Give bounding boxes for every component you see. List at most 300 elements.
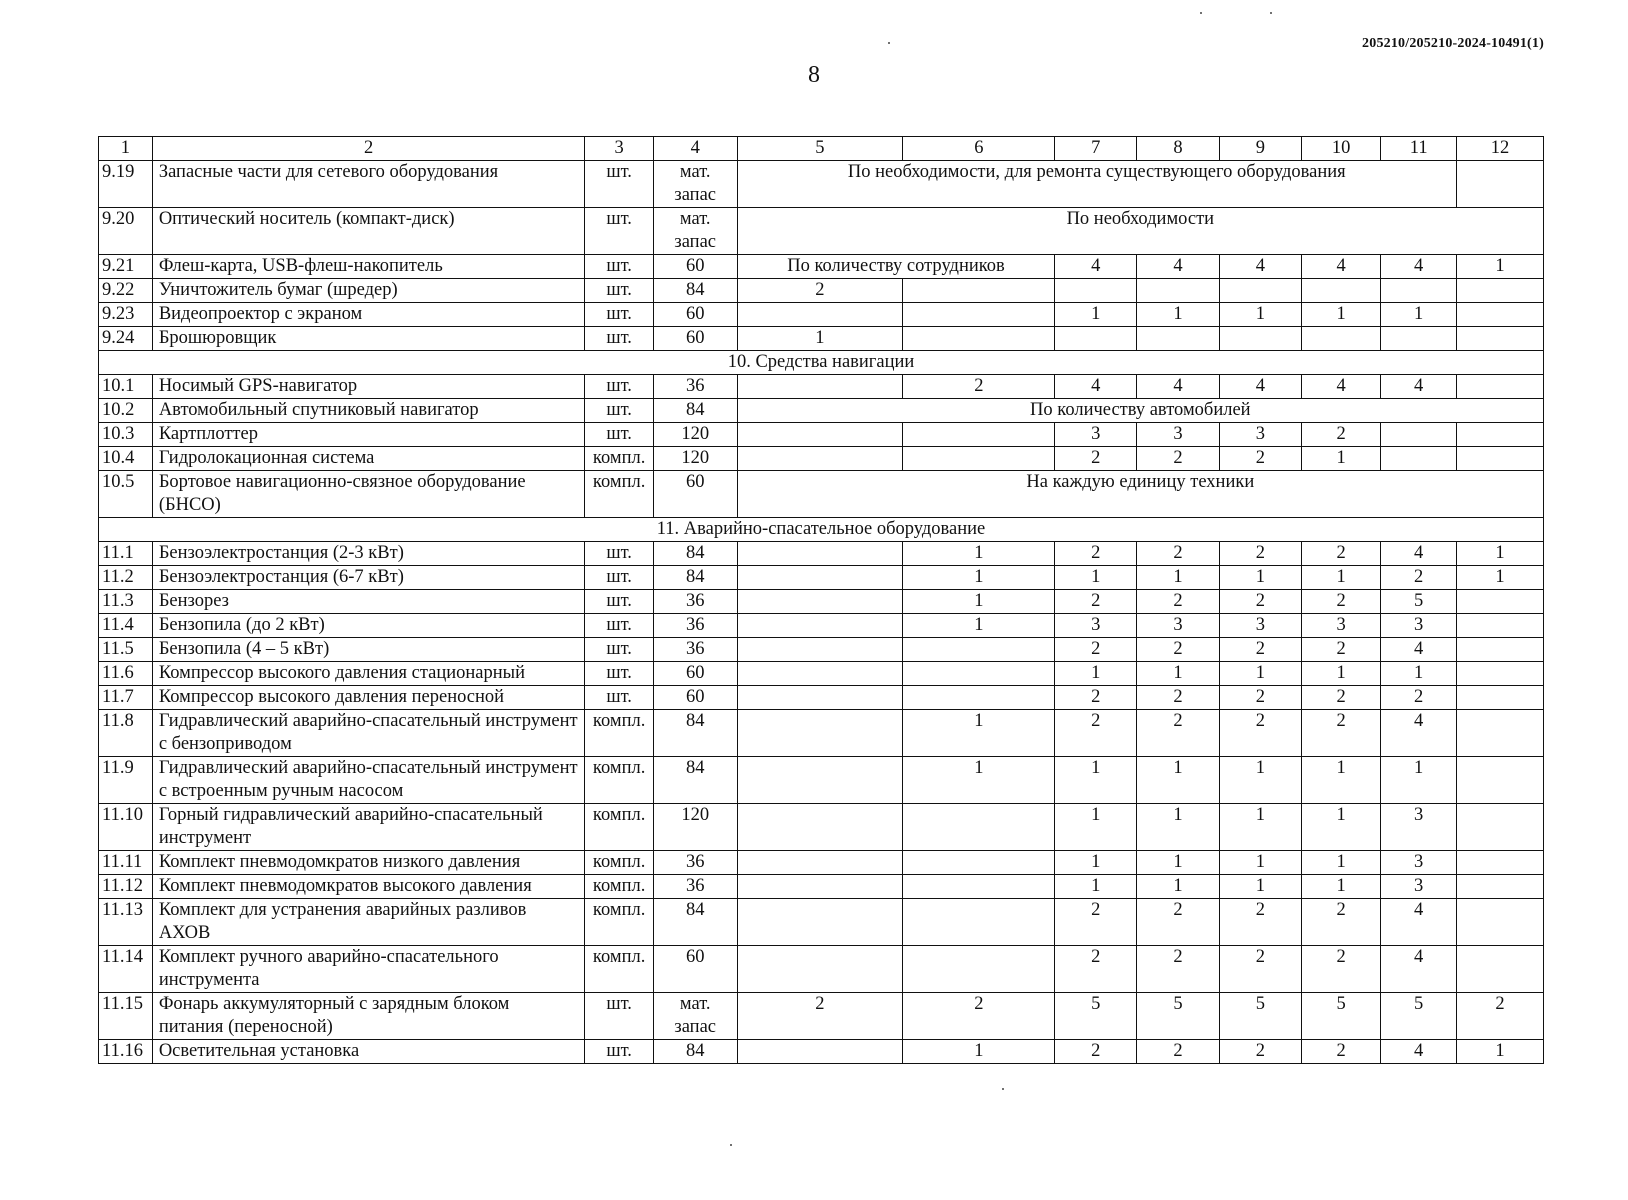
qty-cell: 1 xyxy=(1456,542,1543,566)
item-unit: шт. xyxy=(585,161,653,208)
item-unit: компл. xyxy=(585,899,653,946)
qty-cell: 1 xyxy=(1381,662,1457,686)
qty-cell: 1 xyxy=(1301,875,1381,899)
item-name: Компрессор высокого давления переносной xyxy=(152,686,585,710)
column-header: 3 xyxy=(585,137,653,161)
table-row xyxy=(99,946,1544,993)
column-header: 12 xyxy=(1456,137,1543,161)
qty-cell xyxy=(737,851,903,875)
qty-cell xyxy=(1456,447,1543,471)
qty-cell xyxy=(737,638,903,662)
qty-cell: 3 xyxy=(1219,423,1301,447)
qty-cell xyxy=(1456,946,1543,993)
qty-cell: 1 xyxy=(1055,662,1137,686)
qty-cell: 3 xyxy=(1055,423,1137,447)
qty-cell xyxy=(1456,614,1543,638)
qty-cell xyxy=(1456,638,1543,662)
item-number: 11.12 xyxy=(99,875,153,899)
equipment-table xyxy=(98,136,1544,1064)
qty-cell xyxy=(737,710,903,757)
qty-cell xyxy=(1456,899,1543,946)
merged-note: По количеству сотрудников xyxy=(737,255,1055,279)
qty-cell: 2 xyxy=(1301,899,1381,946)
qty-cell: 2 xyxy=(1219,638,1301,662)
qty-cell: 3 xyxy=(1381,851,1457,875)
qty-cell: 1 xyxy=(903,710,1055,757)
qty-cell: 2 xyxy=(1381,566,1457,590)
item-term: 84 xyxy=(653,899,737,946)
qty-cell: 1 xyxy=(1456,1040,1543,1064)
qty-cell: 2 xyxy=(1137,710,1220,757)
item-name: Гидролокационная система xyxy=(152,447,585,471)
item-number: 11.3 xyxy=(99,590,153,614)
qty-cell: 1 xyxy=(1219,804,1301,851)
qty-cell: 1 xyxy=(1301,566,1381,590)
item-unit: шт. xyxy=(585,255,653,279)
item-number: 11.2 xyxy=(99,566,153,590)
qty-cell xyxy=(1456,161,1543,208)
qty-cell: 1 xyxy=(737,327,903,351)
qty-cell xyxy=(737,590,903,614)
item-number: 9.21 xyxy=(99,255,153,279)
item-term: мат. запас xyxy=(653,993,737,1040)
qty-cell xyxy=(1456,327,1543,351)
item-unit: шт. xyxy=(585,662,653,686)
qty-cell: 2 xyxy=(1219,542,1301,566)
qty-cell: 2 xyxy=(1301,946,1381,993)
qty-cell: 1 xyxy=(1055,303,1137,327)
qty-cell: 3 xyxy=(1381,614,1457,638)
item-name: Флеш-карта, USB-флеш-накопитель xyxy=(152,255,585,279)
qty-cell: 4 xyxy=(1381,542,1457,566)
qty-cell xyxy=(903,946,1055,993)
item-term: 36 xyxy=(653,614,737,638)
qty-cell: 2 xyxy=(1219,590,1301,614)
item-term: 60 xyxy=(653,327,737,351)
column-header: 11 xyxy=(1381,137,1457,161)
item-unit: компл. xyxy=(585,710,653,757)
qty-cell xyxy=(737,375,903,399)
qty-cell: 1 xyxy=(1301,303,1381,327)
qty-cell: 1 xyxy=(1137,662,1220,686)
item-name: Картплоттер xyxy=(152,423,585,447)
merged-note: На каждую единицу техники xyxy=(737,471,1543,518)
qty-cell: 2 xyxy=(903,375,1055,399)
qty-cell: 2 xyxy=(1137,686,1220,710)
qty-cell xyxy=(737,686,903,710)
item-unit: компл. xyxy=(585,946,653,993)
item-term: 84 xyxy=(653,757,737,804)
qty-cell: 5 xyxy=(1219,993,1301,1040)
item-number: 11.6 xyxy=(99,662,153,686)
qty-cell xyxy=(1456,303,1543,327)
item-term: 120 xyxy=(653,447,737,471)
qty-cell: 2 xyxy=(1381,686,1457,710)
table-header-row xyxy=(99,137,1544,161)
qty-cell: 2 xyxy=(1456,993,1543,1040)
qty-cell: 1 xyxy=(1456,255,1543,279)
qty-cell: 5 xyxy=(1137,993,1220,1040)
qty-cell: 1 xyxy=(1301,757,1381,804)
qty-cell: 2 xyxy=(1137,946,1220,993)
qty-cell: 4 xyxy=(1301,255,1381,279)
item-term: 36 xyxy=(653,851,737,875)
item-term: 84 xyxy=(653,542,737,566)
item-number: 11.8 xyxy=(99,710,153,757)
qty-cell xyxy=(737,804,903,851)
qty-cell: 4 xyxy=(1381,638,1457,662)
qty-cell xyxy=(1456,804,1543,851)
item-term: 60 xyxy=(653,946,737,993)
item-unit: компл. xyxy=(585,447,653,471)
qty-cell: 1 xyxy=(1456,566,1543,590)
qty-cell xyxy=(737,662,903,686)
qty-cell: 2 xyxy=(1301,542,1381,566)
qty-cell: 1 xyxy=(1219,566,1301,590)
item-name: Видеопроектор с экраном xyxy=(152,303,585,327)
item-name: Оптический носитель (компакт-диск) xyxy=(152,208,585,255)
table-row xyxy=(99,542,1544,566)
qty-cell: 1 xyxy=(903,1040,1055,1064)
qty-cell: 4 xyxy=(1137,255,1220,279)
table-row xyxy=(99,686,1544,710)
table-row xyxy=(99,375,1544,399)
qty-cell: 5 xyxy=(1301,993,1381,1040)
item-name: Фонарь аккумуляторный с зарядным блоком питания (переносной) xyxy=(152,993,585,1040)
qty-cell xyxy=(1137,279,1220,303)
qty-cell xyxy=(737,566,903,590)
item-term: мат. запас xyxy=(653,208,737,255)
item-unit: компл. xyxy=(585,757,653,804)
item-term: 36 xyxy=(653,638,737,662)
qty-cell xyxy=(903,686,1055,710)
qty-cell: 4 xyxy=(1381,375,1457,399)
qty-cell: 2 xyxy=(737,993,903,1040)
qty-cell: 2 xyxy=(1055,946,1137,993)
item-unit: компл. xyxy=(585,851,653,875)
qty-cell: 2 xyxy=(1137,638,1220,662)
section-title: 11. Аварийно-спасательное оборудование xyxy=(99,518,1544,542)
item-name: Бензопила (4 – 5 кВт) xyxy=(152,638,585,662)
qty-cell xyxy=(903,851,1055,875)
column-header: 8 xyxy=(1137,137,1220,161)
qty-cell: 2 xyxy=(1301,1040,1381,1064)
qty-cell xyxy=(903,804,1055,851)
column-header: 10 xyxy=(1301,137,1381,161)
table-row xyxy=(99,327,1544,351)
qty-cell xyxy=(903,423,1055,447)
item-name: Бортовое навигационно-связное оборудование (БНСО) xyxy=(152,471,585,518)
item-term: 60 xyxy=(653,662,737,686)
item-unit: шт. xyxy=(585,542,653,566)
scan-speck xyxy=(888,42,890,44)
qty-cell: 1 xyxy=(1301,447,1381,471)
qty-cell xyxy=(903,662,1055,686)
table-row xyxy=(99,566,1544,590)
column-header: 1 xyxy=(99,137,153,161)
qty-cell: 2 xyxy=(1055,1040,1137,1064)
qty-cell: 1 xyxy=(1055,851,1137,875)
table-row xyxy=(99,255,1544,279)
qty-cell xyxy=(737,423,903,447)
qty-cell xyxy=(1381,447,1457,471)
item-number: 11.14 xyxy=(99,946,153,993)
qty-cell xyxy=(1381,279,1457,303)
qty-cell xyxy=(903,279,1055,303)
qty-cell: 2 xyxy=(1055,638,1137,662)
table-row xyxy=(99,899,1544,946)
item-number: 11.5 xyxy=(99,638,153,662)
scan-speck xyxy=(730,1144,732,1146)
table-row xyxy=(99,710,1544,757)
qty-cell xyxy=(903,447,1055,471)
qty-cell xyxy=(1301,279,1381,303)
qty-cell: 5 xyxy=(1381,993,1457,1040)
table-row xyxy=(99,471,1544,518)
table-row xyxy=(99,757,1544,804)
item-term: 36 xyxy=(653,875,737,899)
qty-cell xyxy=(737,757,903,804)
item-name: Гидравлический аварийно-спасательный инструмент с бензоприводом xyxy=(152,710,585,757)
qty-cell: 2 xyxy=(1301,638,1381,662)
section-row xyxy=(99,351,1544,375)
column-header: 2 xyxy=(152,137,585,161)
item-name: Комплект пневмодомкратов низкого давления xyxy=(152,851,585,875)
item-unit: шт. xyxy=(585,423,653,447)
qty-cell: 1 xyxy=(903,566,1055,590)
qty-cell: 2 xyxy=(737,279,903,303)
item-number: 11.7 xyxy=(99,686,153,710)
qty-cell: 2 xyxy=(1301,590,1381,614)
qty-cell xyxy=(903,899,1055,946)
qty-cell: 2 xyxy=(1137,447,1220,471)
qty-cell: 2 xyxy=(903,993,1055,1040)
qty-cell: 1 xyxy=(1301,804,1381,851)
qty-cell: 4 xyxy=(1301,375,1381,399)
item-number: 9.24 xyxy=(99,327,153,351)
qty-cell: 3 xyxy=(1301,614,1381,638)
table-row xyxy=(99,161,1544,208)
item-number: 9.19 xyxy=(99,161,153,208)
item-unit: компл. xyxy=(585,471,653,518)
qty-cell: 2 xyxy=(1055,542,1137,566)
item-number: 10.4 xyxy=(99,447,153,471)
scan-speck xyxy=(1002,1088,1004,1090)
item-name: Осветительная установка xyxy=(152,1040,585,1064)
item-number: 9.22 xyxy=(99,279,153,303)
page-number: 8 xyxy=(808,62,820,88)
qty-cell xyxy=(737,899,903,946)
item-number: 10.1 xyxy=(99,375,153,399)
qty-cell: 1 xyxy=(1055,566,1137,590)
qty-cell xyxy=(1381,327,1457,351)
document-id: 205210/205210-2024-10491(1) xyxy=(1362,36,1544,51)
qty-cell xyxy=(1456,662,1543,686)
qty-cell: 1 xyxy=(903,542,1055,566)
qty-cell xyxy=(1456,710,1543,757)
item-number: 11.16 xyxy=(99,1040,153,1064)
qty-cell: 2 xyxy=(1137,1040,1220,1064)
item-term: 84 xyxy=(653,279,737,303)
qty-cell: 3 xyxy=(1219,614,1301,638)
qty-cell: 1 xyxy=(1137,875,1220,899)
item-name: Бензоэлектростанция (6-7 кВт) xyxy=(152,566,585,590)
qty-cell: 1 xyxy=(1137,303,1220,327)
qty-cell: 2 xyxy=(1055,590,1137,614)
qty-cell xyxy=(1456,875,1543,899)
qty-cell: 1 xyxy=(1381,757,1457,804)
qty-cell xyxy=(737,542,903,566)
table-row xyxy=(99,875,1544,899)
qty-cell: 3 xyxy=(1055,614,1137,638)
qty-cell xyxy=(737,614,903,638)
section-row xyxy=(99,518,1544,542)
qty-cell: 2 xyxy=(1301,710,1381,757)
table-row xyxy=(99,303,1544,327)
item-unit: шт. xyxy=(585,375,653,399)
qty-cell xyxy=(903,327,1055,351)
item-name: Бензорез xyxy=(152,590,585,614)
qty-cell: 4 xyxy=(1055,375,1137,399)
qty-cell: 2 xyxy=(1301,423,1381,447)
qty-cell: 2 xyxy=(1055,899,1137,946)
qty-cell: 2 xyxy=(1055,686,1137,710)
qty-cell: 2 xyxy=(1137,899,1220,946)
qty-cell xyxy=(1301,327,1381,351)
qty-cell: 1 xyxy=(1219,303,1301,327)
qty-cell: 1 xyxy=(1137,757,1220,804)
qty-cell: 2 xyxy=(1219,899,1301,946)
item-name: Комплект для устранения аварийных разливов АХОВ xyxy=(152,899,585,946)
item-name: Уничтожитель бумаг (шредер) xyxy=(152,279,585,303)
item-number: 10.2 xyxy=(99,399,153,423)
table-row xyxy=(99,208,1544,255)
table-row xyxy=(99,993,1544,1040)
qty-cell: 1 xyxy=(903,757,1055,804)
item-unit: шт. xyxy=(585,590,653,614)
qty-cell xyxy=(737,875,903,899)
qty-cell xyxy=(1456,686,1543,710)
qty-cell: 1 xyxy=(1137,804,1220,851)
qty-cell: 4 xyxy=(1381,1040,1457,1064)
table-row xyxy=(99,662,1544,686)
qty-cell: 1 xyxy=(1219,662,1301,686)
item-name: Гидравлический аварийно-спасательный инструмент с встроенным ручным насосом xyxy=(152,757,585,804)
qty-cell: 1 xyxy=(1219,757,1301,804)
qty-cell: 2 xyxy=(1219,447,1301,471)
item-number: 9.23 xyxy=(99,303,153,327)
item-number: 11.15 xyxy=(99,993,153,1040)
qty-cell xyxy=(737,303,903,327)
qty-cell xyxy=(737,1040,903,1064)
qty-cell: 2 xyxy=(1219,710,1301,757)
item-term: 84 xyxy=(653,1040,737,1064)
item-number: 10.3 xyxy=(99,423,153,447)
qty-cell xyxy=(1137,327,1220,351)
qty-cell xyxy=(1055,279,1137,303)
item-unit: шт. xyxy=(585,614,653,638)
qty-cell: 5 xyxy=(1381,590,1457,614)
qty-cell: 1 xyxy=(1219,875,1301,899)
item-unit: шт. xyxy=(585,208,653,255)
qty-cell xyxy=(1456,851,1543,875)
merged-note: По необходимости, для ремонта существующего оборудования xyxy=(737,161,1456,208)
qty-cell: 1 xyxy=(1055,804,1137,851)
item-term: 84 xyxy=(653,399,737,423)
qty-cell: 4 xyxy=(1381,946,1457,993)
qty-cell: 2 xyxy=(1137,542,1220,566)
scan-speck xyxy=(1200,12,1202,14)
item-term: 60 xyxy=(653,255,737,279)
qty-cell: 4 xyxy=(1219,255,1301,279)
qty-cell xyxy=(1219,279,1301,303)
item-term: 60 xyxy=(653,686,737,710)
qty-cell xyxy=(1456,590,1543,614)
item-unit: шт. xyxy=(585,303,653,327)
item-term: 36 xyxy=(653,590,737,614)
item-name: Носимый GPS-навигатор xyxy=(152,375,585,399)
item-number: 9.20 xyxy=(99,208,153,255)
item-unit: шт. xyxy=(585,566,653,590)
table-row xyxy=(99,614,1544,638)
table-row xyxy=(99,590,1544,614)
merged-note: По необходимости xyxy=(737,208,1543,255)
item-term: 60 xyxy=(653,303,737,327)
qty-cell: 4 xyxy=(1381,710,1457,757)
qty-cell xyxy=(903,875,1055,899)
item-term: 120 xyxy=(653,804,737,851)
item-name: Бензоэлектростанция (2-3 кВт) xyxy=(152,542,585,566)
qty-cell: 1 xyxy=(1055,875,1137,899)
item-unit: шт. xyxy=(585,1040,653,1064)
item-number: 11.1 xyxy=(99,542,153,566)
item-term: 36 xyxy=(653,375,737,399)
qty-cell xyxy=(737,946,903,993)
column-header: 7 xyxy=(1055,137,1137,161)
item-unit: шт. xyxy=(585,279,653,303)
table-row xyxy=(99,279,1544,303)
table-row xyxy=(99,638,1544,662)
qty-cell: 2 xyxy=(1219,686,1301,710)
column-header: 4 xyxy=(653,137,737,161)
qty-cell: 1 xyxy=(1219,851,1301,875)
item-unit: шт. xyxy=(585,327,653,351)
item-term: мат. запас xyxy=(653,161,737,208)
qty-cell: 3 xyxy=(1137,614,1220,638)
qty-cell: 3 xyxy=(1137,423,1220,447)
table-row xyxy=(99,423,1544,447)
qty-cell xyxy=(1055,327,1137,351)
item-name: Брошюровщик xyxy=(152,327,585,351)
column-header: 5 xyxy=(737,137,903,161)
qty-cell: 4 xyxy=(1381,255,1457,279)
qty-cell xyxy=(903,638,1055,662)
qty-cell: 2 xyxy=(1219,1040,1301,1064)
item-number: 11.11 xyxy=(99,851,153,875)
item-number: 11.10 xyxy=(99,804,153,851)
qty-cell: 4 xyxy=(1137,375,1220,399)
qty-cell xyxy=(1456,279,1543,303)
merged-note: По количеству автомобилей xyxy=(737,399,1543,423)
qty-cell: 1 xyxy=(1301,851,1381,875)
qty-cell: 2 xyxy=(1219,946,1301,993)
table-row xyxy=(99,399,1544,423)
item-unit: шт. xyxy=(585,399,653,423)
qty-cell: 1 xyxy=(1381,303,1457,327)
qty-cell: 1 xyxy=(1055,757,1137,804)
qty-cell: 1 xyxy=(1301,662,1381,686)
qty-cell: 1 xyxy=(903,590,1055,614)
